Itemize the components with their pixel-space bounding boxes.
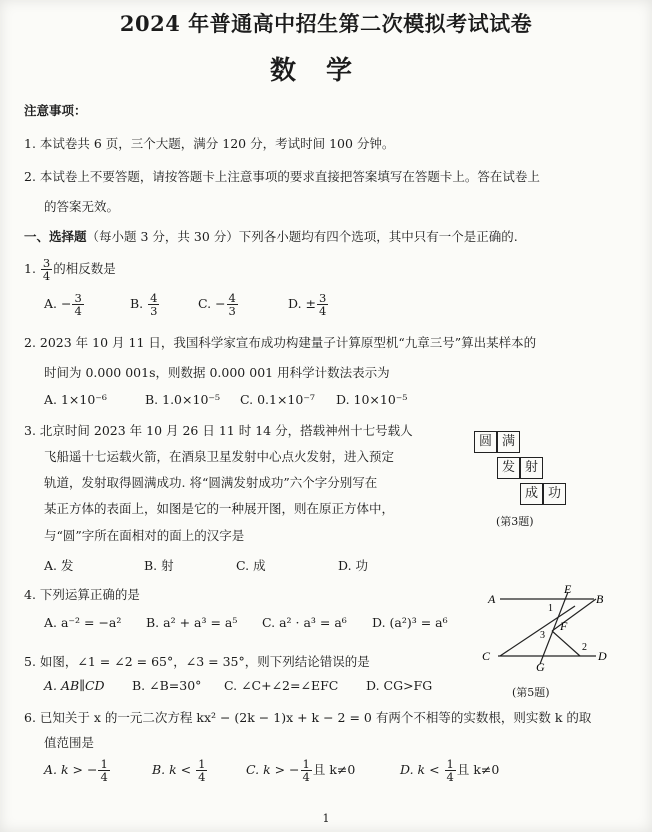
q6-option-b: B. k < $\frac{1}{4}$ [152,757,206,784]
angle-3-label: 3 [540,630,545,641]
q1-option-a: A. − $\frac{3}{4}$ [44,291,82,318]
q3-option-a: A. 发 [44,558,74,573]
q2-option-a: A. 1×10⁻⁶ [44,392,107,407]
point-b-label: B [596,592,604,606]
q1-option-b: B. $\frac{4}{3}$ [130,291,158,318]
q1-number: 1. [24,261,36,276]
q1-text: 的相反数是 [53,261,116,276]
q6-option-c: C. k > − $\frac{1}{4}$ 且 k≠0 [246,757,356,784]
net-cell-3: 发 [497,457,520,479]
q6-line-2: 值范围是 [44,735,95,750]
q5-stem: 5. 如图，∠1 = ∠2 = 65°，∠3 = 35°，则下列结论错误的是 [24,654,370,669]
net-cell-2: 满 [497,431,520,453]
q6-option-d: D. k < $\frac{1}{4}$ 且 k≠0 [400,757,500,784]
page-number: 1 [322,812,330,825]
q5-option-c: C. ∠C+∠2=∠EFC [224,678,339,693]
q4-option-c: C. a² · a³ = a⁶ [262,615,347,630]
q5-figure-caption: (第5题) [512,686,550,699]
subject-title: 数学 [269,56,382,86]
q2-option-b: B. 1.0×10⁻⁵ [145,392,220,407]
notice-heading: 注意事项： [24,103,87,118]
q3-option-d: D. 功 [338,558,369,573]
q3-line-4: 某正方体的表面上，如图是它的一种展开图，则在原正方体中， [44,501,395,516]
notice-item-2-cont: 的答案无效。 [44,199,120,214]
q2-line-2: 时间为 0.000 001s，则数据 0.000 001 用科学计数法表示为 [44,365,390,380]
q3-line-5: 与“圆”字所在面相对的面上的汉字是 [44,528,245,543]
q1-option-c: C. − $\frac{4}{3}$ [198,291,236,318]
q2-line-1: 2. 2023 年 10 月 11 日，我国科学家宣布成功构建量子计算原型机“九章三号”算出某样本的 [24,335,537,350]
point-f-label: F [560,619,568,633]
notice-item-2: 2. 本试卷上不要答题，请按答题卡上注意事项的要求直接把答案填写在答题卡上。答在试卷上 [24,169,540,184]
q3-option-c: C. 成 [236,558,266,573]
q4-stem: 4. 下列运算正确的是 [24,587,140,602]
net-cell-5: 成 [520,483,543,505]
q6-line-1: 6. 已知关于 x 的一元二次方程 kx² − (2k − 1)x + k − 2 = 0 有两个不相等的实数根，则实数 k 的取 [24,710,592,725]
section-desc: （每小题 3 分，共 30 分）下列各小题均有四个选项，其中只有一个是正确的. [86,229,518,244]
q3-option-b: B. 射 [144,558,174,573]
angle-2-label: 2 [582,642,587,653]
net-cell-4: 射 [520,457,543,479]
point-e-label: E [564,582,572,596]
geometry-figure [478,582,608,672]
point-d-label: D [598,649,607,663]
point-c-label: C [482,649,491,663]
section-label: 一、选择题 [24,229,87,244]
q3-line-3: 轨道，发射取得圆满成功. 将“圆满发射成功”六个字分别写在 [44,475,378,490]
section-heading [24,227,518,245]
point-a-label: A [488,592,496,606]
q5-option-b: B. ∠B=30° [132,678,202,693]
net-cell-1: 圆 [474,431,497,453]
q2-option-c: C. 0.1×10⁻⁷ [240,392,315,407]
q4-option-a: A. a⁻² = −a² [44,615,122,630]
q3-line-2: 飞船遥十七运载火箭，在酒泉卫星发射中心点火发射，进入预定 [44,449,395,464]
notice-item-1: 1. 本试卷共 6 页，三个大题，满分 120 分，考试时间 100 分钟。 [24,136,395,151]
angle-1-label: 1 [548,603,553,614]
q4-option-b: B. a² + a³ = a⁵ [146,615,238,630]
q5-option-a: A. AB∥CD [44,678,105,693]
q3-line-1: 3. 北京时间 2023 年 10 月 26 日 11 时 14 分，搭载神州十七号载人 [24,423,413,438]
exam-title: 2024 年普通高中招生第二次模拟考试试卷 [119,11,533,36]
q4-option-d: D. (a²)³ = a⁶ [372,615,448,630]
q6-option-a: A. k > − $\frac{1}{4}$ [44,757,108,784]
q3-figure-caption: (第3题) [496,515,534,528]
question-1-stem [24,257,116,282]
q5-option-d: D. CG>FG [366,678,433,693]
q1-fraction: $\frac{3}{4}$ [42,256,51,283]
q2-option-d: D. 10×10⁻⁵ [336,392,408,407]
q1-option-d: D. ± $\frac{3}{4}$ [288,291,327,318]
net-cell-6: 功 [543,483,566,505]
point-g-label: G [536,660,545,672]
